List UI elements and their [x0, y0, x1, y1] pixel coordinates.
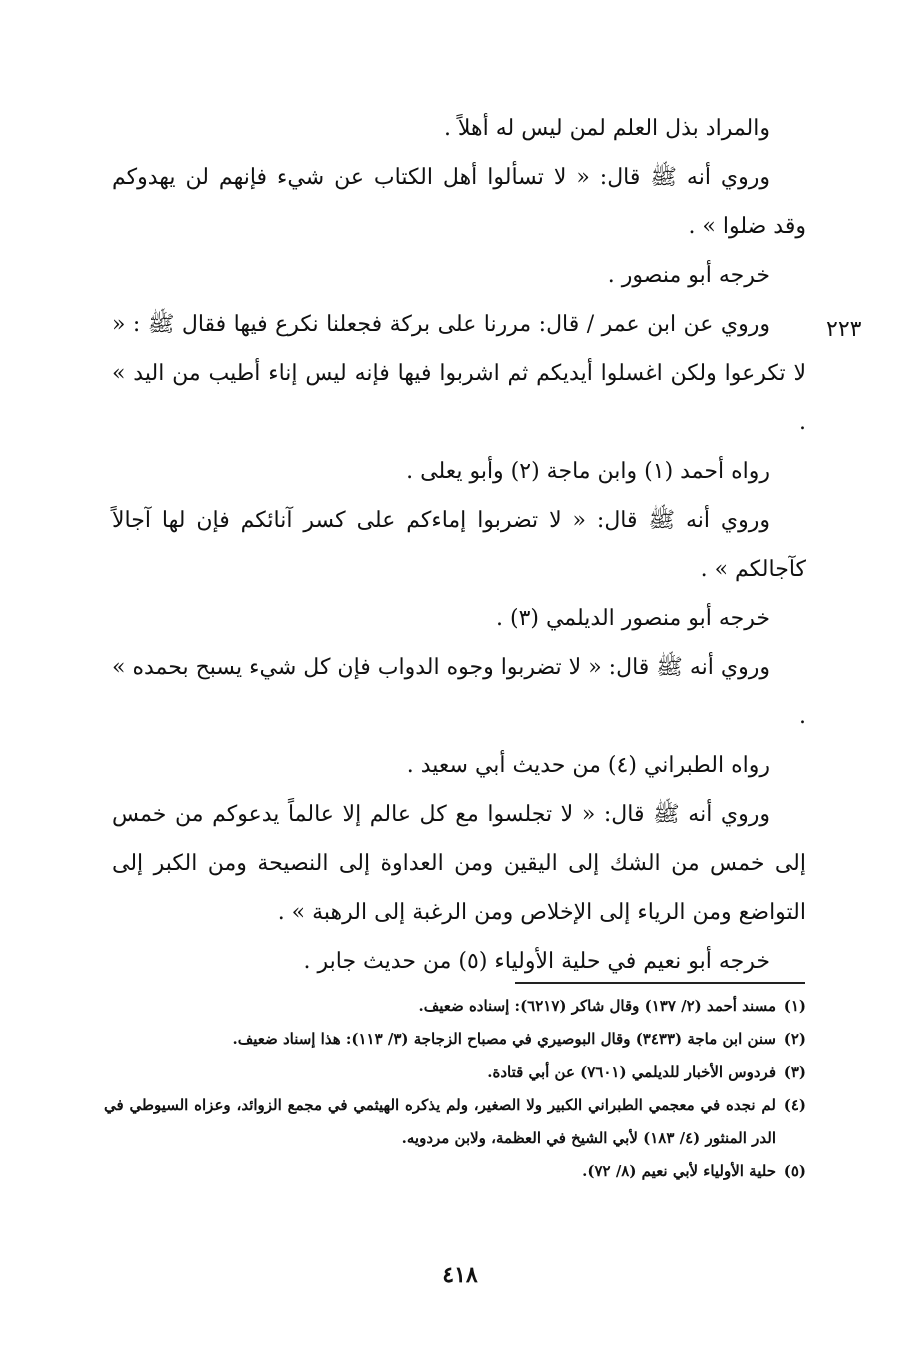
footnote-text: لم نجده في معجمي الطبراني الكبير ولا الصغير، ولم يذكره الهيثمي في مجمع الزوائد، وعزاه السيوطي في الدر المنثور (٤/ ١٨٣) لأبي الشيخ في العظمة، ولابن مردويه. [104, 1096, 776, 1147]
paragraph: وروي عن ابن عمر / قال: مررنا على بركة فجعلنا نكرع فيها فقال ﷺ : « لا تكرعوا ولكن اغسلوا أيديكم ثم اشربوا فيها فإنه ليس إناء أطيب من اليد » . [112, 312, 806, 435]
footnote-text: حلية الأولياء لأبي نعيم (٨/ ٧٢). [582, 1162, 776, 1180]
footnote-text: مسند أحمد (٢/ ١٣٧) وقال شاكر (٦٢١٧): إسناده ضعيف. [418, 997, 776, 1015]
paragraph: رواه الطبراني (٤) من حديث أبي سعيد . [406, 753, 770, 778]
marginal-number: ٢٢٣ [826, 317, 862, 342]
paragraph: خرجه أبو منصور الديلمي (٣) . [495, 606, 770, 631]
footnote-number: (١) [783, 997, 806, 1015]
page-number: ٤١٨ [442, 1262, 478, 1288]
footnote-text: سنن ابن ماجة (٣٤٣٣) وقال البوصيري في مصباح الزجاجة (٣/ ١١٣): هذا إسناد ضعيف. [232, 1030, 776, 1048]
paragraph: وروي أنه ﷺ قال: « لا تجلسوا مع كل عالم إلا عالماً يدعوكم من خمس إلى خمس من الشك إلى اليقين ومن العداوة إلى النصيحة ومن الكبر إلى التواضع ومن الرياء إلى الإخلاص ومن الرغبة إلى الرهبة » . [112, 802, 806, 925]
paragraph: وروي أنه ﷺ قال: « لا تضربوا وجوه الدواب فإن كل شيء يسبح بحمده » . [112, 655, 806, 729]
paragraph: وروي أنه ﷺ قال: « لا تسألوا أهل الكتاب عن شيء فإنهم لن يهدوكم وقد ضلوا » . [112, 165, 806, 239]
footnote-number: (٢) [783, 1030, 806, 1048]
paragraph: وروي أنه ﷺ قال: « لا تضربوا إماءكم على كسر آنائكم فإن لها آجالاً كآجالكم » . [112, 508, 806, 582]
footnotes [104, 990, 806, 1188]
footnote-text: فردوس الأخبار للديلمي (٧٦٠١) عن أبي قتادة. [487, 1063, 776, 1081]
footnote-number: (٣) [783, 1063, 806, 1081]
footnote [104, 1056, 806, 1089]
footnote [104, 1089, 806, 1155]
footnote [104, 990, 806, 1023]
footnote [104, 1155, 806, 1188]
footnote [104, 1023, 806, 1056]
paragraph: والمراد بذل العلم لمن ليس له أهلاً . [443, 116, 770, 141]
paragraph: رواه أحمد (١) وابن ماجة (٢) وأبو يعلى . [406, 459, 770, 484]
footnote-number: (٤) [783, 1096, 806, 1114]
paragraph: خرجه أبو منصور . [607, 263, 770, 288]
footnote-separator [515, 982, 805, 984]
main-text [112, 104, 806, 986]
paragraph: خرجه أبو نعيم في حلية الأولياء (٥) من حديث جابر . [303, 949, 770, 974]
footnote-number: (٥) [783, 1162, 806, 1180]
